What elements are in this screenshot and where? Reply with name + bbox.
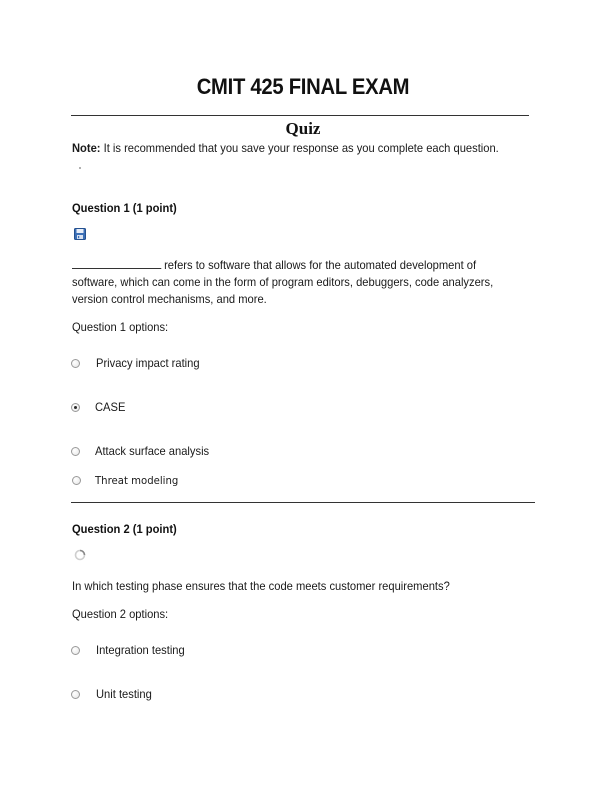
title-divider	[71, 115, 529, 116]
q1-option-case[interactable]	[71, 399, 128, 415]
option-label: Threat modeling	[95, 473, 179, 487]
q1-option-privacy-impact-rating[interactable]	[71, 355, 207, 371]
radio-button[interactable]	[71, 447, 80, 456]
quiz-heading: Quiz	[285, 119, 321, 138]
q2-option-integration-testing[interactable]	[71, 642, 191, 658]
question-divider	[71, 502, 535, 503]
radio-button[interactable]	[71, 646, 80, 655]
q2-option-unit-testing[interactable]	[71, 686, 156, 702]
fill-in-blank	[72, 257, 161, 269]
floppy-disk-icon[interactable]	[74, 228, 86, 240]
q1-option-attack-surface-analysis[interactable]	[71, 443, 218, 459]
question-1-text	[72, 257, 509, 308]
radio-button[interactable]	[71, 690, 80, 699]
decorative-dot	[79, 167, 81, 169]
option-label: CASE	[95, 400, 126, 414]
note-text: It is recommended that you save your response as you complete each question.	[100, 141, 499, 155]
q1-option-threat-modeling[interactable]	[71, 472, 186, 488]
radio-button[interactable]	[72, 476, 81, 485]
question-1-options-label: Question 1 options:	[72, 320, 169, 334]
option-label: Attack surface analysis	[95, 444, 210, 458]
option-label: Unit testing	[96, 687, 152, 701]
note-label: Note:	[72, 141, 101, 155]
question-2-heading: Question 2 (1 point)	[72, 522, 177, 536]
option-label: Privacy impact rating	[96, 356, 200, 370]
question-1-heading: Question 1 (1 point)	[72, 201, 177, 215]
option-label: Integration testing	[96, 643, 185, 657]
question-2-text: In which testing phase ensures that the code meets customer requirements?	[72, 579, 450, 593]
question-2-options-label: Question 2 options:	[72, 607, 169, 621]
question-1-text-body: refers to software that allows for the automated development of software, which can come in the form of program editors, debuggers, code analyzers, version control mechanisms, and more.	[72, 258, 494, 306]
exam-title: CMIT 425 FINAL EXAM	[196, 74, 410, 99]
radio-button[interactable]	[71, 359, 80, 368]
radio-button-selected[interactable]	[71, 403, 80, 412]
save-note	[72, 141, 499, 155]
loading-spinner-icon	[74, 549, 86, 561]
